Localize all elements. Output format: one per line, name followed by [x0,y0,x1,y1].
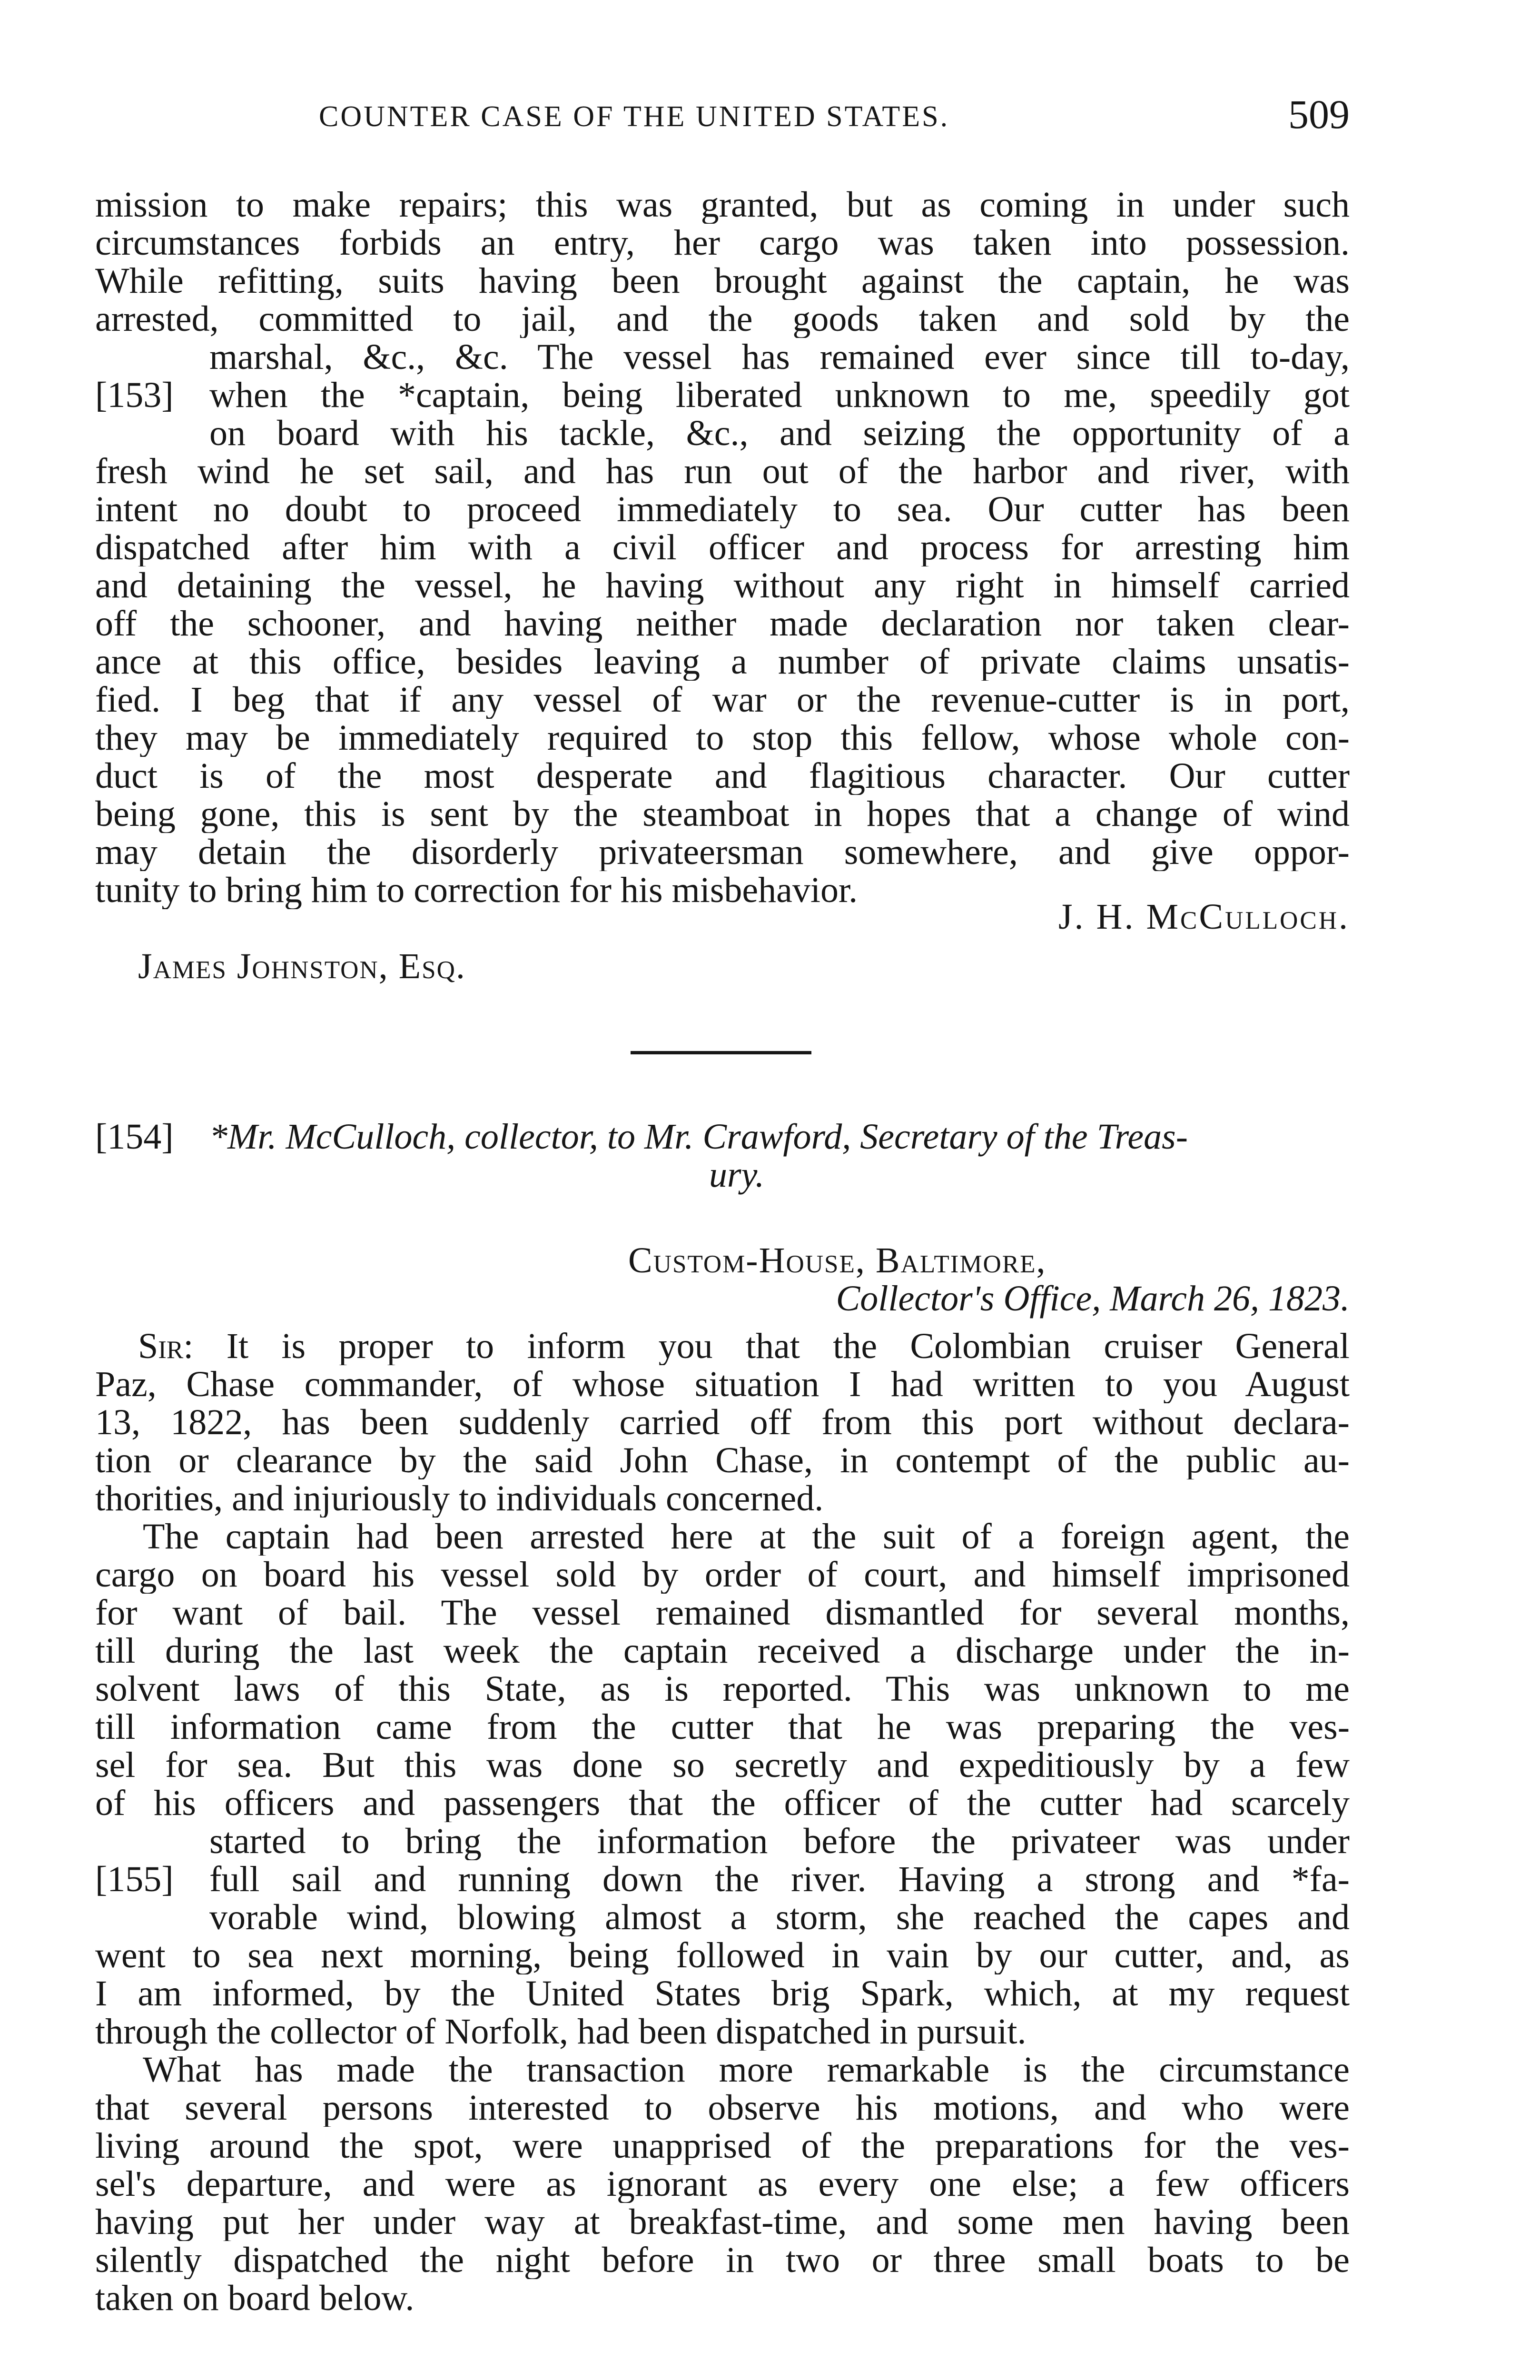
page-header [95,90,1350,148]
text-line: silently dispatched the night before in two or three small boats to be [95,2241,1350,2279]
page-number: 509 [1288,91,1350,137]
text-line: Paz, Chase commander, of whose situation I had written to you August [95,1365,1350,1403]
margin-reference: [154] [95,1117,174,1157]
text-line: that several persons interested to observe his motions, and who were [95,2089,1350,2127]
text-line: tion or clearance by the said John Chase, in contempt of the public au- [95,1441,1350,1479]
text-line: taken on board below. [95,2279,415,2317]
text-line: may detain the disorderly privateersman somewhere, and give oppor- [95,833,1350,871]
margin-reference: [155] [95,1859,174,1899]
text-line: when the *captain, being liberated unknown to me, speedily got [209,376,1350,414]
text-line: 13, 1822, has been suddenly carried off from this port without declara- [95,1403,1350,1441]
text-line: sel for sea. But this was done so secretly and expeditiously by a few [95,1746,1350,1784]
text-line: fresh wind he set sail, and has run out of the harbor and river, with [95,452,1350,490]
text-line: for want of bail. The vessel remained dismantled for several months, [95,1594,1350,1632]
text-line: of his officers and passengers that the officer of the cutter had scarcely [95,1784,1350,1822]
margin-reference: [153] [95,375,174,415]
text-line: I am informed, by the United States brig Spark, which, at my request [95,1974,1350,2013]
addressee: James Johnston, Esq. [138,946,466,986]
second-letter-body [95,1327,1350,2317]
text-line: mission to make repairs; this was granted, but as coming in under such [95,186,1350,224]
text-line: being gone, this is sent by the steamboat in hopes that a change of wind [95,795,1350,833]
text-line: started to bring the information before the privateer was under [209,1822,1350,1860]
text-line: arrested, committed to jail, and the goods taken and sold by the [95,300,1350,338]
text-line: till during the last week the captain received a discharge under the in- [95,1632,1350,1670]
text-line: fied. I beg that if any vessel of war or the revenue-cutter is in port, [95,681,1350,719]
signature: J. H. McCulloch. [1058,897,1350,937]
dateline-date: Collector's Office, March 26, 1823. [836,1279,1350,1319]
text-line: cargo on board his vessel sold by order of court, and himself imprisoned [95,1556,1350,1594]
text-line: living around the spot, were unapprised of the preparations for the ves- [95,2127,1350,2165]
text-line: having put her under way at breakfast-time, and some men having been [95,2203,1350,2241]
text-line: vorable wind, blowing almost a storm, she reached the capes and [209,1898,1350,1936]
text-line: through the collector of Norfolk, had been dispatched in pursuit. [95,2013,1027,2051]
text-line: and detaining the vessel, he having without any right in himself carried [95,566,1350,605]
text-line: off the schooner, and having neither made declaration nor taken clear- [95,605,1350,643]
text-line: While refitting, suits having been brought against the captain, he was [95,262,1350,300]
text-line: tunity to bring him to correction for his misbehavior. [95,871,858,909]
text-line: on board with his tackle, &c., and seizing the opportunity of a [209,414,1350,452]
text-line: ance at this office, besides leaving a number of private claims unsatis- [95,643,1350,681]
text-line: solvent laws of this State, as is reported. This was unknown to me [95,1670,1350,1708]
text-line: What has made the transaction more remarkable is the circumstance [143,2051,1350,2089]
text-line: till information came from the cutter that he was preparing the ves- [95,1708,1350,1746]
text-line: intent no doubt to proceed immediately to sea. Our cutter has been [95,490,1350,528]
text-line: sel's departure, and were as ignorant as every one else; a few officers [95,2165,1350,2203]
text-line: duct is of the most desperate and flagitious character. Our cutter [95,757,1350,795]
dateline-place: Custom-House, Baltimore, [628,1240,1046,1280]
text-line: thorities, and injuriously to individuals concerned. [95,1479,824,1517]
text-line [95,1327,1350,1365]
salutation: Sir: [138,1327,194,1365]
letter-title-line: ury. [709,1155,765,1195]
running-head: COUNTER CASE OF THE UNITED STATES. [319,100,950,133]
section-divider [631,1051,811,1054]
text-line: marshal, &c., &c. The vessel has remained ever since till to-day, [209,338,1350,376]
text-line: The captain had been arrested here at the suit of a foreign agent, the [143,1517,1350,1556]
text-line: full sail and running down the river. Having a strong and *fa- [209,1860,1350,1898]
text-line: went to sea next morning, being followed in vain by our cutter, and, as [95,1936,1350,1974]
first-letter-body [95,186,1350,909]
text-line: dispatched after him with a civil officer and process for arresting him [95,528,1350,566]
text-line: circumstances forbids an entry, her cargo was taken into possession. [95,224,1350,262]
paragraph-opening: It is proper to inform you that the Colombian cruiser General [226,1327,1350,1365]
text-line: they may be immediately required to stop this fellow, whose whole con- [95,719,1350,757]
letter-title-line: *Mr. McCulloch, collector, to Mr. Crawford, Secretary of the Treas- [209,1117,1188,1157]
